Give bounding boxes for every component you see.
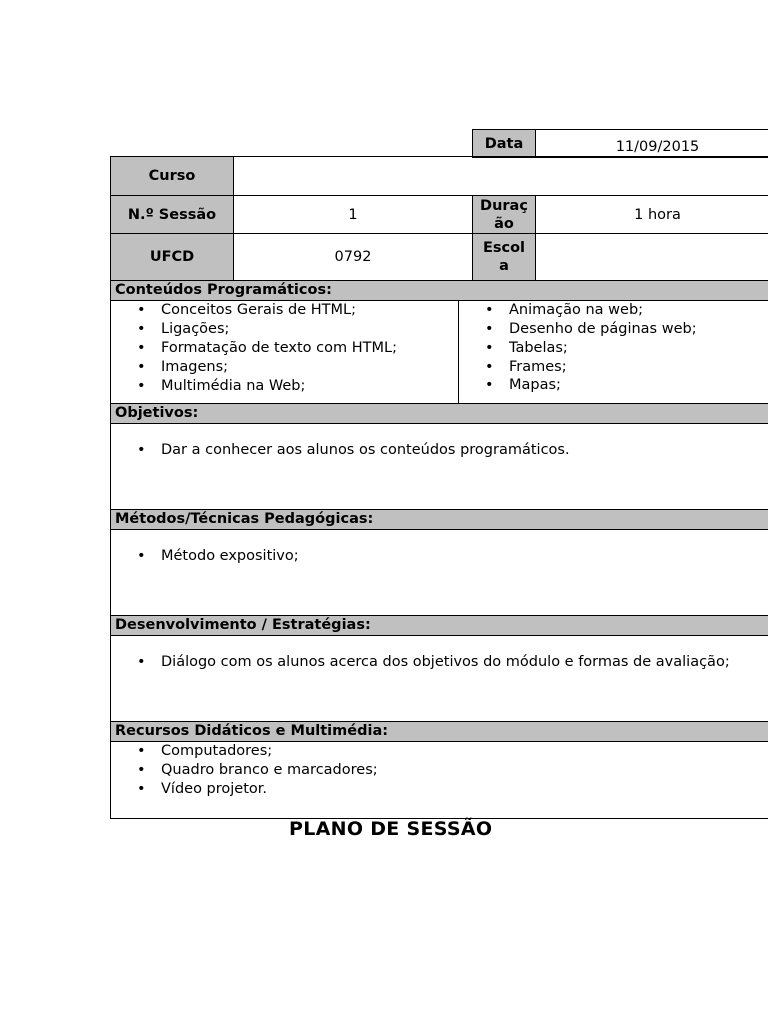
list-item: • Ligações; [111, 320, 458, 339]
conteudos-right-cell [458, 300, 768, 404]
desenvolvimento-heading-text: Desenvolvimento / Estratégias: [115, 617, 371, 633]
list-item: • Computadores; [111, 742, 768, 761]
duracao-label-line2: ão [494, 215, 514, 232]
duracao-value: 1 hora [634, 206, 681, 223]
duracao-label-cell [472, 195, 536, 234]
list-item: • Método expositivo; [111, 547, 768, 566]
desenvolvimento-heading [110, 615, 768, 636]
objetivos-heading-text: Objetivos: [115, 405, 199, 421]
conteudos-left-list [111, 301, 458, 396]
metodos-heading-text: Métodos/Técnicas Pedagógicas: [115, 511, 374, 527]
page-title: PLANO DE SESSÃO [289, 818, 493, 840]
conteudos-right-list [459, 301, 768, 394]
list-item: • Mapas; [459, 377, 768, 394]
metodos-heading [110, 509, 768, 530]
conteudos-left-cell [110, 300, 459, 404]
ufcd-label-cell [110, 233, 234, 281]
curso-value-cell [233, 156, 768, 196]
list-item: • Formatação de texto com HTML; [111, 339, 458, 358]
recursos-heading-text: Recursos Didáticos e Multimédia: [115, 723, 389, 739]
curso-label-cell [110, 156, 234, 196]
objetivos-heading [110, 403, 768, 424]
recursos-heading [110, 721, 768, 742]
data-label-cell [472, 129, 536, 158]
list-item: • Quadro branco e marcadores; [111, 761, 768, 780]
ufcd-label: UFCD [149, 249, 195, 265]
desenvolvimento-body [110, 635, 768, 722]
list-item: • Frames; [459, 358, 768, 377]
escola-label-cell [472, 233, 536, 281]
duracao-label-line1: Duraç [480, 197, 528, 214]
escola-label-line1: Escol [482, 240, 526, 256]
conteudos-heading [110, 280, 768, 301]
data-value: 11/09/2015 [615, 138, 700, 155]
recursos-body [110, 741, 768, 819]
list-item: • Diálogo com os alunos acerca dos objetivos do módulo e formas de avaliação; [111, 653, 768, 672]
list-item: • Multimédia na Web; [111, 377, 458, 396]
desenvolvimento-list [111, 653, 768, 672]
list-item: • Imagens; [111, 358, 458, 377]
list-item: • Animação na web; [459, 301, 768, 320]
list-item: • Vídeo projetor. [111, 780, 768, 799]
data-value-cell [535, 129, 768, 158]
list-item: • Dar a conhecer aos alunos os conteúdos programáticos. [111, 441, 768, 460]
ufcd-value-cell [233, 233, 473, 281]
metodos-list [111, 547, 768, 566]
sessao-value: 1 [348, 206, 358, 223]
sessao-label-cell [110, 195, 234, 234]
list-item: • Conceitos Gerais de HTML; [111, 301, 458, 320]
conteudos-heading-text: Conteúdos Programáticos: [115, 282, 332, 298]
list-item: • Tabelas; [459, 339, 768, 358]
metodos-body [110, 529, 768, 616]
escola-value-cell [535, 233, 768, 281]
data-label: Data [484, 135, 524, 152]
objetivos-body [110, 423, 768, 510]
curso-label: Curso [148, 168, 196, 184]
ufcd-value: 0792 [334, 249, 372, 265]
objetivos-list [111, 441, 768, 460]
escola-label-line2: a [499, 258, 509, 274]
recursos-list [111, 742, 768, 799]
sessao-label: N.º Sessão [127, 206, 217, 223]
duracao-value-cell [535, 195, 768, 234]
sessao-value-cell [233, 195, 473, 234]
list-item: • Desenho de páginas web; [459, 320, 768, 339]
